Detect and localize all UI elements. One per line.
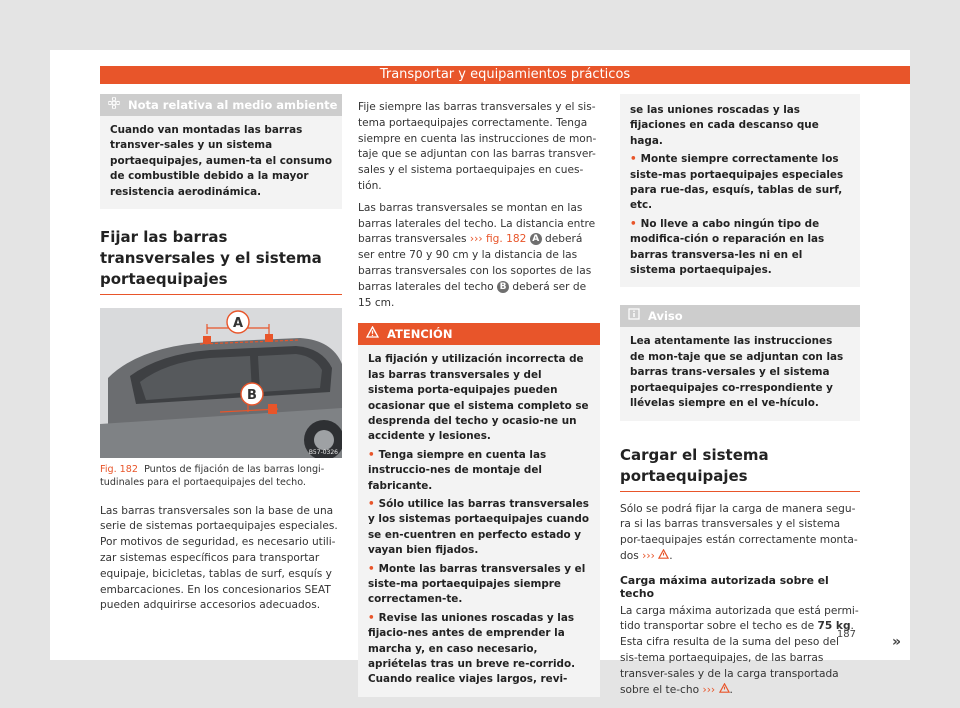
warning-body <box>358 345 600 697</box>
label-b: B <box>247 388 257 404</box>
warning-continued-body <box>620 94 860 287</box>
warning-triangle-icon <box>658 550 669 562</box>
max-load-text-1: La carga máxima autorizada que está permi-tido transportar sobre el techo es de <box>620 604 859 633</box>
warning-bullet: • Monte las barras transversales y el siste-ma portaequipajes siempre correctamen-te. <box>368 562 586 606</box>
environment-note-title: Nota relativa al medio ambiente <box>128 98 338 112</box>
column-2 <box>358 100 600 697</box>
max-load-value: 75 kg <box>817 620 851 633</box>
warning-box-continued <box>620 94 860 287</box>
warning-header <box>358 323 600 345</box>
load-text: Sólo se podrá fijar la carga de manera segu-ra si las barras transversales y el sistema por-taequipajes están correctamente monta-dos <box>620 502 858 562</box>
notice-title: Aviso <box>648 309 683 324</box>
section-title-fijar: Fijar las barras transversales y el sistema portaequipajes <box>100 227 342 295</box>
warning-triangle-icon <box>366 323 379 345</box>
distances-text-3: deberá ser de 15 cm. <box>358 280 587 309</box>
warning-intro: La fijación y utilización incorrecta de las barras transversales y del sistema porta-equipajes pueden ocasionar que el sistema completo se desprenda del techo y ocasio-ne un accidente y lesiones. <box>368 353 589 443</box>
continue-marker: » <box>892 634 902 650</box>
environment-note-body: Cuando van montadas las barras transver-sales y un sistema portaequipajes, aumen-ta el consumo de combustible debido a la mayor resistencia aerodinámica. <box>110 124 332 198</box>
leaf-flower-icon <box>108 94 120 116</box>
warning-bullet: • Sólo utilice las barras transversales y los sistemas portaequipajes cuando se en-cuentren en perfecto estado y vayan bien fijados. <box>368 498 590 557</box>
warning-bullet: • No lleve a cabo ningún tipo de modifica-ción o reparación en las barras transversa-les ni en el sistema portaequipajes. <box>630 217 825 277</box>
paragraph-distances <box>358 201 600 312</box>
warning-box <box>358 323 600 697</box>
fig-reference-link[interactable]: fig. 182 <box>485 233 527 246</box>
marker-a: A <box>530 233 542 245</box>
distances-text-2: deberá ser entre 70 y 90 cm y la distancia de las barras transversales con los soportes de las barras laterales del techo <box>358 233 592 293</box>
environment-note-header <box>100 94 342 116</box>
load-paragraph: Sólo se podrá fijar la carga de manera segu-ra si las barras transversales y el sistema por-taequipajes están correctamente monta-dos ››› . <box>620 502 858 562</box>
warning-continued-text: se las uniones roscadas y las fijaciones en cada descanso que haga. <box>630 104 819 147</box>
column-1 <box>100 94 342 614</box>
max-load-text-2: . Esta cifra resulta de la suma del peso del sis-tema portaequipajes, de las barras transver-sales y de la carga transportada sobre el te-cho <box>620 620 854 696</box>
environment-note-box <box>100 94 342 209</box>
manual-page <box>50 50 910 696</box>
figure-code: B57-0326 <box>308 449 338 457</box>
ref-arrows: ››› <box>702 683 716 696</box>
car-roof-illustration <box>100 308 342 458</box>
page-number: 187 <box>836 629 856 640</box>
intro-paragraph: Las barras transversales son la base de una serie de sistemas portaequipajes especiales. Por motivos de seguridad, es necesario utili-zar sistemas específicos para transportar equipaje, bicicletas, tablas de surf, esquís y embarcaciones. En los concesionarios SEAT pueden adquirirse accesorios adecuados. <box>100 504 338 612</box>
ref-arrows: ››› <box>469 233 483 246</box>
section-title-cargar: Cargar el sistema portaequipajes <box>620 445 860 492</box>
marker-b: B <box>497 281 509 293</box>
page-header: Transportar y equipamientos prácticos <box>100 66 910 84</box>
label-a: A <box>232 316 244 332</box>
warning-triangle-icon <box>719 684 730 696</box>
info-icon <box>628 305 640 327</box>
figure-number: Fig. 182 <box>100 464 138 476</box>
figure-caption-text: Puntos de fijación de las barras longi-tudinales para el portaequipajes del techo. <box>100 464 325 488</box>
notice-box <box>620 305 860 420</box>
column-3 <box>620 94 860 698</box>
figure-caption <box>100 464 342 490</box>
warning-bullet: • Monte siempre correctamente los siste-mas portaequipajes especiales para rue-das, esquís, tablas de surf, etc. <box>630 153 844 212</box>
warning-title: ATENCIÓN <box>387 327 453 342</box>
paragraph-fix-correctly: Fije siempre las barras transversales y el sis-tema portaequipajes correctamente. Tenga siempre en cuenta las instrucciones de mon-taje que se adjuntan con las barras transver-sales y el sistema portaequipajes en cues-tión. <box>358 101 597 192</box>
warning-bullet: • Revise las uniones roscadas y las fijacio-nes antes de emprender la marcha y, en caso necesario, apriételas tras un breve re-corrido. Cuando realice viajes largos, revi- <box>368 611 576 686</box>
notice-header <box>620 305 860 327</box>
max-load-paragraph: La carga máxima autorizada que está permi-tido transportar sobre el techo es de 75 kg. Esta cifra resulta de la suma del peso del sis-tema portaequipajes, de las barras transver-sales y de la carga transportada sobre el te-cho ››› . <box>620 604 859 696</box>
distances-text-1: Las barras transversales se montan en las barras laterales del techo. La distancia entre barras transversales <box>358 201 596 246</box>
warning-bullet: • Tenga siempre en cuenta las instruccio-nes de montaje del fabricante. <box>368 448 547 492</box>
ref-arrows: ››› <box>642 549 655 562</box>
max-load-subheading: Carga máxima autorizada sobre el techo <box>620 573 829 600</box>
roof-bars-figure <box>100 308 342 458</box>
notice-body: Lea atentamente las instrucciones de mon-taje que se adjuntan con las barras trans-versales y el sistema portaequipajes co-rrespondiente y llévelas siempre en el ve-hículo. <box>630 335 844 410</box>
